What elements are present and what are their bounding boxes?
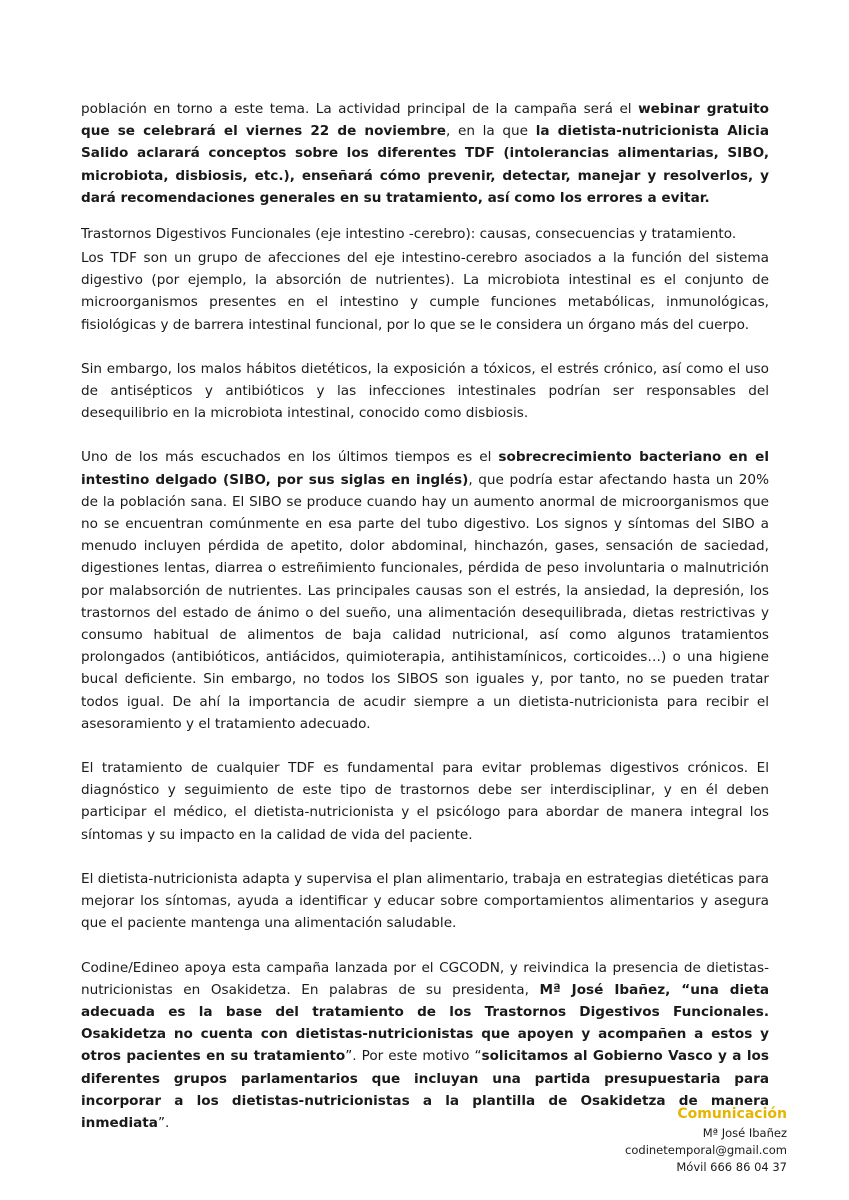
paragraph-disbiosis: Sin embargo, los malos hábitos dietéticos, la exposición a tóxicos, el estrés crónico, así como el uso de antisépticos y antibióticos y las infecciones intestinales podrían ser responsables del desequilibrio en la microbiota intestinal, conocido como disbiosis. <box>81 360 769 422</box>
bold-run: Mª José Ibañez, “una dieta adecuada es la base del tratamiento de los Trastornos Digestivos Funcionales. Osakidetza no cuenta con dietistas-nutricionistas que apoyen y acompañen a estos y otros pacientes en su tratamiento <box>81 981 770 1065</box>
paragraph-sibo <box>81 446 769 735</box>
document-body <box>81 98 769 1134</box>
text-run: Codine/Edineo apoya esta campaña lanzada por el CGCODN, y reivindica la presencia de dietistas-nutricionistas en Osakidetza. En palabras de su presidenta, <box>81 959 769 998</box>
paragraph-treatment: El tratamiento de cualquier TDF es fundamental para evitar problemas digestivos crónicos. El diagnóstico y seguimiento de este tipo de trastornos debe ser interdisciplinar, y en él deben participar el médico, el dietista-nutricionista y el psicólogo para abordar de manera integral los síntomas y su impacto en la calidad de vida del paciente. <box>81 760 769 843</box>
footer-email[interactable]: codinetemporal@gmail.com <box>625 1143 787 1157</box>
footer-name: Mª José Ibañez <box>702 1126 787 1140</box>
paragraph-intro <box>81 98 769 209</box>
bold-run: webinar gratuito que se celebrará el viernes 22 de noviembre <box>81 101 769 140</box>
section-heading: Trastornos Digestivos Funcionales (eje intestino -cerebro): causas, consecuencias y tratamiento. <box>81 226 737 243</box>
paragraph-dietitian: El dietista-nutricionista adapta y supervisa el plan alimentario, trabaja en estrategias dietéticas para mejorar los síntomas, ayuda a identificar y educar sobre comportamientos alimentarios y asegura que el paciente mantenga una alimentación saludable. <box>81 870 769 932</box>
text-run: , que podría estar afectando hasta un 20% de la población sana. El SIBO se produce cuando hay un aumento anormal de microorganismos que no se encuentran comúnmente en esa parte del tubo digestivo. Los signos y síntomas del SIBO a menudo incluyen pérdida de apetito, dolor abdominal, hinchazón, gases, sensación de saciedad, digestiones lentas, diarrea o estreñimiento funcionales, pérdida de peso involuntaria o malnutrición por malabsorción de nutrientes. Las principales causas son el estrés, la ansiedad, la depresión, los trastornos del estado de ánimo o del sueño, una alimentación desequilibrada, dietas restrictivas y consumo habitual de alimentos de baja calidad nutricional, así como algunos tratamientos prolongados (antibióticos, antiácidos, quimioterapia, antihistamínicos, corticoides…) o una higiene bucal deficiente. Sin embargo, no todos los SIBOS son iguales y, por tanto, no se pueden tratar todos igual. De ahí la importancia de acudir siempre a un dietista-nutricionista para recibir el asesoramiento y el tratamiento adecuado. <box>81 471 769 732</box>
text-run: ”. Por este motivo “ <box>345 1048 482 1065</box>
text-run: ”. <box>157 1114 170 1131</box>
text-run: Uno de los más escuchados en los últimos tiempos es el <box>81 449 499 466</box>
footer-title: Comunicación <box>677 1106 787 1122</box>
bold-run: la dietista-nutricionista Alicia Salido aclarará conceptos sobre los diferentes TDF (intolerancias alimentarias, SIBO, microbiota, disbiosis, etc.), enseñará cómo prevenir, detectar, manejar y resolverlos, y dará recomendaciones generales en su tratamiento, así como los errores a evitar. <box>81 123 769 206</box>
text-run: población en torno a este tema. La actividad principal de la campaña será el <box>81 101 639 117</box>
contact-footer <box>625 1103 787 1176</box>
text-run: , en la que <box>445 123 536 140</box>
footer-phone: Móvil 666 86 04 37 <box>676 1160 787 1174</box>
bold-run: sobrecrecimiento bacteriano en el intestino delgado (SIBO, por sus siglas en inglés) <box>81 449 769 488</box>
paragraph-tdf: Los TDF son un grupo de afecciones del eje intestino-cerebro asociados a la función del sistema digestivo (por ejemplo, la absorción de nutrientes). La microbiota intestinal es el conjunto de microorganismos presentes en el intestino y cumple funciones metabólicas, inmunológicas, fisiológicas y de barrera intestinal funcional, por lo que se le considera un órgano más del cuerpo. <box>81 250 769 333</box>
bold-run: solicitamos al Gobierno Vasco y a los diferentes grupos parlamentarios que incluyan una partida presupuestaria para incorporar a los dietistas-nutricionistas a la plantilla de Osakidetza de manera inmediata <box>81 1048 769 1131</box>
